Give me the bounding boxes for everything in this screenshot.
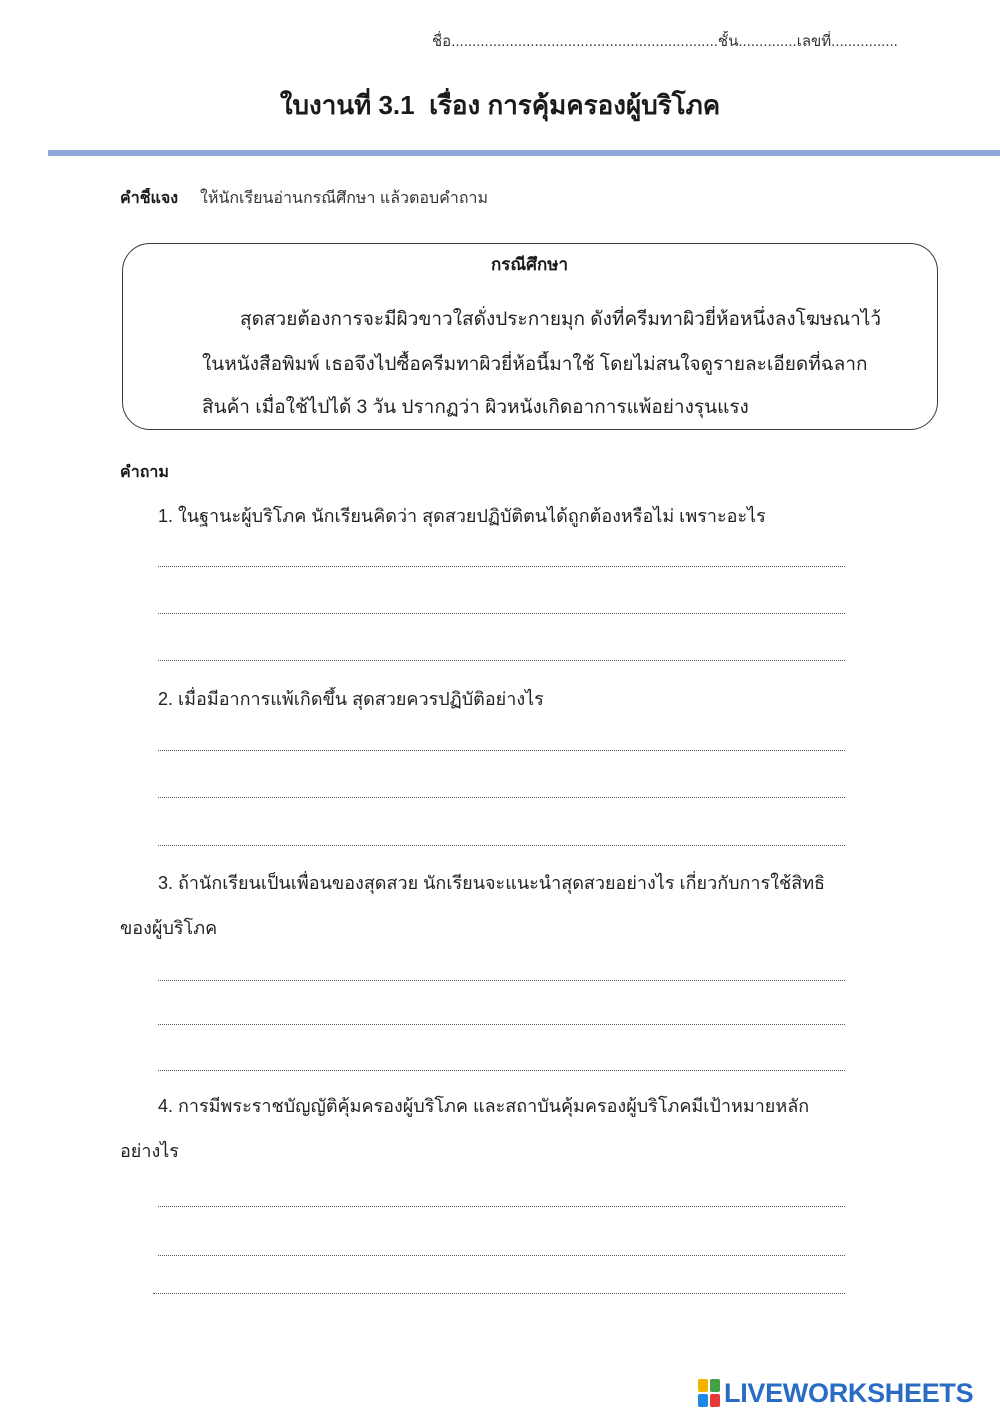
answer-line [153,1293,845,1294]
page-title: ใบงานที่ 3.1 เรื่อง การคุ้มครองผู้บริโภค [279,90,721,120]
case-study-line: สินค้า เมื่อใช้ไปได้ 3 วัน ปรากฏว่า ผิวหนังเกิดอาการแพ้อย่างรุนแรง [202,397,749,418]
answer-line [158,566,845,567]
instructions-text: ให้นักเรียนอ่านกรณีศึกษา แล้วตอบคำถาม [200,190,489,207]
logo-icon [698,1379,720,1407]
liveworksheets-logo [698,1378,973,1408]
answer-line [158,1206,845,1207]
case-study-line: สุดสวยต้องการจะมีผิวขาวใสดั่งประกายมุก ดังที่ครีมทาผิวยี่ห้อหนึ่งลงโฆษณาไว้ [240,309,882,330]
instructions-label: คำชี้แจง [120,190,179,207]
student-info-line: ชื่อ................................................................ชั้น..............เลขที่................ [432,33,898,50]
questions-heading: คำถาม [120,464,169,481]
logo-text: LIVEWORKSHEETS [724,1378,974,1408]
answer-line [158,660,845,661]
question-2-text: 2. เมื่อมีอาการแพ้เกิดขึ้น สุดสวยควรปฏิบัติอย่างไร [158,689,544,709]
answer-line [158,750,845,751]
case-study-box [122,243,938,430]
answer-line [158,845,845,846]
answer-line [158,980,845,981]
answer-line [158,797,845,798]
case-study-heading: กรณีศึกษา [490,255,569,274]
instructions [120,188,488,210]
answer-line [158,1255,845,1256]
answer-line [158,613,845,614]
answer-line [158,1070,845,1071]
question-3-text-continued: ของผู้บริโภค [120,918,218,938]
answer-line [158,1024,845,1025]
accent-bar [48,150,1000,156]
question-4-text-continued: อย่างไร [120,1141,179,1161]
question-4-text: 4. การมีพระราชบัญญัติคุ้มครองผู้บริโภค และสถาบันคุ้มครองผู้บริโภคมีเป้าหมายหลัก [158,1096,810,1116]
case-study-line: ในหนังสือพิมพ์ เธอจึงไปซื้อครีมทาผิวยี่ห้อนี้มาใช้ โดยไม่สนใจดูรายละเอียดที่ฉลาก [202,354,868,375]
question-1-text: 1. ในฐานะผู้บริโภค นักเรียนคิดว่า สุดสวยปฏิบัติตนได้ถูกต้องหรือไม่ เพราะอะไร [158,506,766,526]
question-3-text: 3. ถ้านักเรียนเป็นเพื่อนของสุดสวย นักเรียนจะแนะนำสุดสวยอย่างไร เกี่ยวกับการใช้สิทธิ [158,873,826,893]
